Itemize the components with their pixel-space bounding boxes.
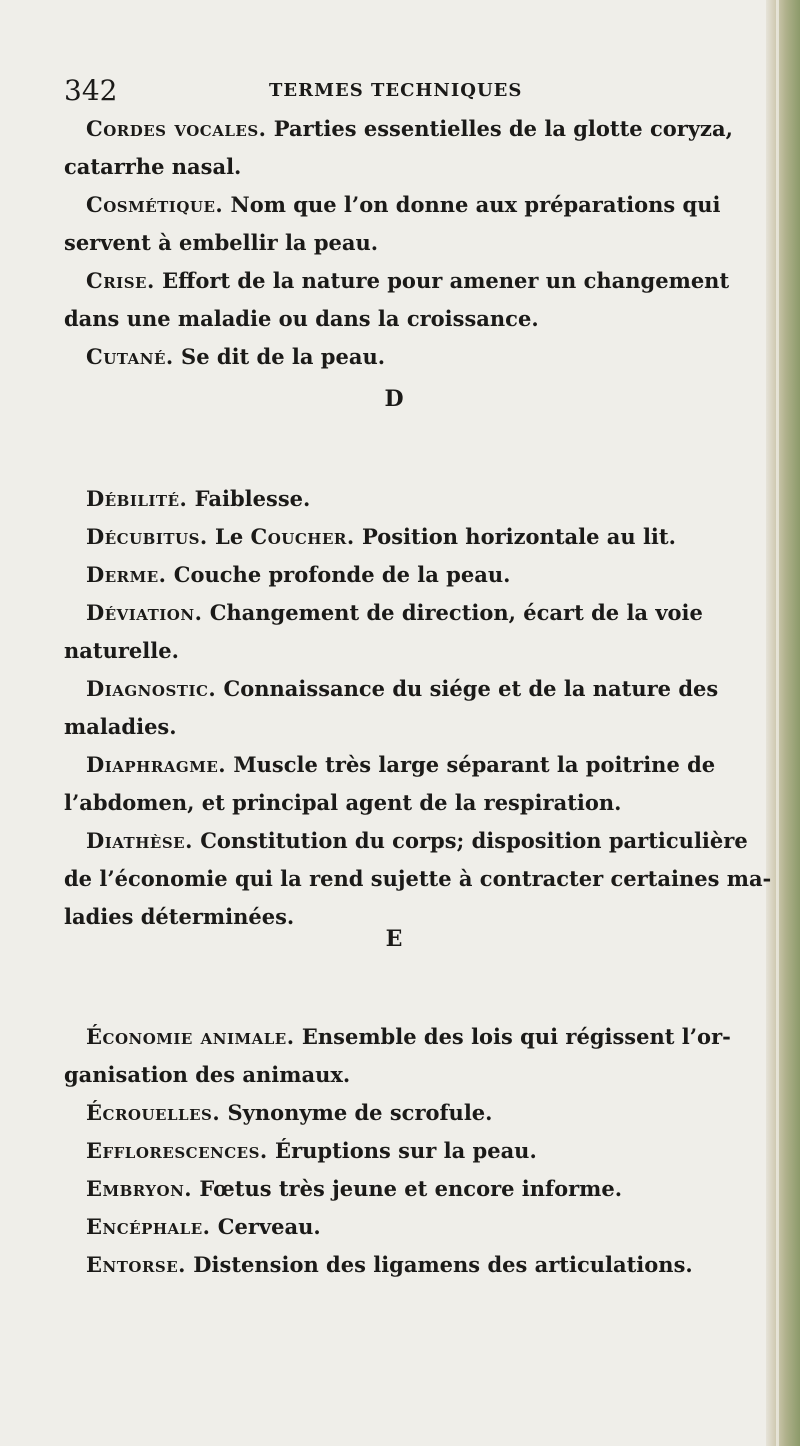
entry-line: maladies.	[64, 714, 177, 739]
entry-line: Efflorescences. Éruptions sur la peau.	[86, 1138, 537, 1163]
entry-line: Cosmétique. Nom que l’on donne aux préparations qui	[86, 192, 721, 217]
section-heading-e: E	[385, 926, 403, 952]
entry-line: naturelle.	[64, 638, 179, 663]
book-spine-edge	[766, 0, 800, 1446]
entry-line: Diathèse. Constitution du corps; disposition particulière	[86, 828, 748, 853]
entry-line: Cutané. Se dit de la peau.	[86, 344, 386, 369]
entry-line: Cordes vocales. Parties essentielles de la glotte coryza,	[86, 116, 733, 141]
running-head: TERMES TECHNIQUES	[269, 80, 523, 101]
entry-line: catarrhe nasal.	[64, 154, 242, 179]
entry-line: l’abdomen, et principal agent de la respiration.	[64, 790, 622, 815]
entry-line: Encéphale. Cerveau.	[86, 1214, 321, 1239]
entry-line: Crise. Effort de la nature pour amener un changement	[86, 268, 730, 293]
entry-line: Derme. Couche profonde de la peau.	[86, 562, 511, 587]
entry-line: Diagnostic. Connaissance du siége et de la nature des	[86, 676, 719, 701]
entry-line: Écrouelles. Synonyme de scrofule.	[86, 1100, 493, 1125]
entry-line: servent à embellir la peau.	[64, 230, 379, 255]
entry-line: ganisation des animaux.	[64, 1062, 351, 1087]
entries-d	[64, 480, 772, 936]
entry-line: ladies déterminées.	[64, 904, 295, 929]
entry-line: Entorse. Distension des ligamens des articulations.	[86, 1252, 693, 1277]
entry-line: de l’économie qui la rend sujette à contracter certaines ma-	[64, 866, 772, 891]
entries-e	[64, 1018, 754, 1284]
entry-line: Diaphragme. Muscle très large séparant la poitrine de	[86, 752, 716, 777]
entry-line: Déviation. Changement de direction, écart de la voie	[86, 600, 703, 625]
page-number: 342	[64, 74, 118, 107]
entry-line: Débilité. Faiblesse.	[86, 486, 311, 511]
entries-c	[64, 110, 754, 376]
entry-line: Embryon. Fœtus très jeune et encore informe.	[86, 1176, 623, 1201]
section-heading-d: D	[384, 386, 404, 412]
entry-line: dans une maladie ou dans la croissance.	[64, 306, 539, 331]
entry-line: Décubitus. Le Coucher. Position horizontale au lit.	[86, 524, 676, 549]
page-header	[64, 74, 684, 107]
entry-line: Économie animale. Ensemble des lois qui régissent l’or-	[86, 1024, 731, 1049]
